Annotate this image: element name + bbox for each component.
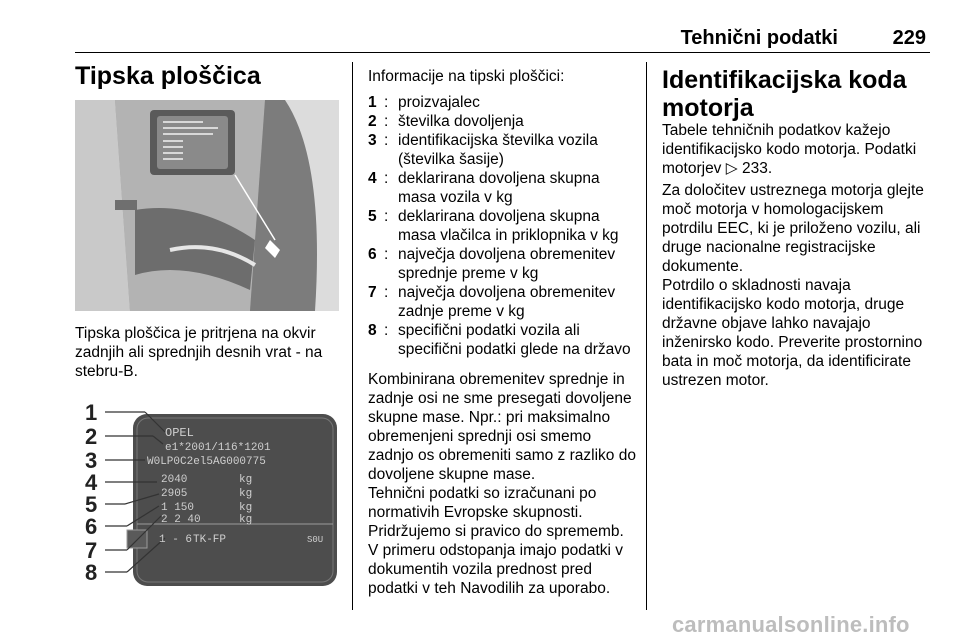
list-item-text: deklarirana dovoljena skupna masa vozila v kg xyxy=(398,170,600,206)
plate-info-intro: Informacije na tipski ploščici: xyxy=(368,68,565,85)
plate-label-8: 8 xyxy=(85,560,98,585)
plate-bottom-left-code: 1 - 6 xyxy=(159,534,193,546)
engine-code-paragraph-1: Tabele tehničnih podatkov kažejo identifikacijsko kodo motorja. Podatki motorjev ▷ 233. xyxy=(662,122,917,177)
plate-vin: W0LP0C2el5AG000775 xyxy=(147,456,266,468)
plate-bottom-mid-code: TK-FP xyxy=(193,534,227,546)
list-item-text: specifični podatki vozila ali specifični podatki glede na državo xyxy=(398,322,631,358)
plate-weight-3: 1 150 xyxy=(161,502,195,514)
list-item: 3 : identifikacijska številka vozila (številka šasije) xyxy=(368,132,598,168)
list-item: 5 : deklarirana dovoljena skupna masa vlačilca in priklopnika v kg xyxy=(368,208,619,244)
plate-info-list xyxy=(368,93,633,359)
door-pillar-photo xyxy=(75,100,339,311)
plate-label-5: 5 xyxy=(85,492,98,517)
page-header xyxy=(75,27,930,51)
type-plate-illustration xyxy=(75,392,339,602)
engine-code-paragraph-3: Potrdilo o skladnosti navaja identifikacijsko kodo motorja, druge državne objave lahko navajajo inženirsko kodo. Preverite prostornino bata in moč motorja, da identificirate ustrezen motor. xyxy=(662,277,923,389)
type-plate-diagram xyxy=(75,392,339,602)
list-item-number: 3 xyxy=(368,132,377,149)
list-item: 7 : največja dovoljena obremenitev zadnje preme v kg xyxy=(368,284,616,320)
list-item: 4 : deklarirana dovoljena skupna masa vozila v kg xyxy=(368,170,600,206)
plate-label-7: 7 xyxy=(85,538,98,563)
plate-weight-2: 2905 xyxy=(161,488,188,500)
plate-brand: OPEL xyxy=(165,426,194,440)
list-item-text: proizvajalec xyxy=(398,94,480,111)
plate-unit-4: kg xyxy=(239,514,253,526)
engine-code-paragraph-2: Za določitev ustreznega motorja glejte moč motorja v homologacijskem potrdilu EEC, ki je priloženo vozilu, ali druge nacionalne registracijske dokumente. xyxy=(662,182,924,275)
list-item-number: 7 xyxy=(368,284,377,301)
plate-weight-4: 2 2 40 xyxy=(161,514,201,526)
list-item-number: 8 xyxy=(368,322,377,339)
list-item-text: deklarirana dovoljena skupna masa vlačilca in priklopnika v kg xyxy=(398,208,619,244)
combined-load-paragraph: Kombinirana obremenitev sprednje in zadnje osi ne sme presegati dovoljene skupne mase. Npr.: pri maksimalno obremenjeni sprednji osi smemo zadnjo os obremeniti samo z razliko do dovoljene skupne mase. xyxy=(368,371,636,483)
plate-unit-2: kg xyxy=(239,488,253,500)
technical-data-paragraph: Tehnični podatki so izračunani po normativih Evropske skupnosti. Pridržujemo si pravico do sprememb. V primeru odstopanja imajo podatki v dokumentih vozila prednost pred podatki v teh Navodilih za uporabo. xyxy=(368,485,624,597)
plate-label-1: 1 xyxy=(85,400,98,425)
list-item-number: 6 xyxy=(368,246,377,263)
plate-side-code: S0U xyxy=(307,535,324,545)
plate-label-6: 6 xyxy=(85,514,98,539)
list-item: 6 : največja dovoljena obremenitev sprednje preme v kg xyxy=(368,246,616,282)
list-item-text: največja dovoljena obremenitev zadnje preme v kg xyxy=(398,284,616,320)
plate-unit-3: kg xyxy=(239,502,253,514)
list-item: 2 : številka dovoljenja xyxy=(368,113,524,130)
plate-label-3: 3 xyxy=(85,448,98,473)
page-number: 229 xyxy=(892,27,926,49)
column-divider-right xyxy=(646,62,647,610)
plate-approval-number: e1*2001/116*1201 xyxy=(165,442,271,454)
header-title: Tehnični podatki xyxy=(680,27,838,49)
list-item-number: 1 xyxy=(368,94,377,111)
watermark-footer: carmanualsonline.info xyxy=(672,612,910,637)
plate-weight-1: 2040 xyxy=(161,474,188,486)
type-plate-caption: Tipska ploščica je pritrjena na okvir zadnjih ali sprednjih desnih vrat - na stebru-B. xyxy=(75,325,323,380)
plate-label-2: 2 xyxy=(85,424,98,449)
column-divider-left xyxy=(352,62,353,610)
header-rule xyxy=(75,52,930,53)
list-item-number: 5 xyxy=(368,208,377,225)
door-pillar-illustration xyxy=(75,100,339,311)
list-item-number: 2 xyxy=(368,113,377,130)
list-item-text: številka dovoljenja xyxy=(398,113,524,130)
plate-label-4: 4 xyxy=(85,470,98,495)
list-item: 1 : proizvajalec xyxy=(368,94,480,111)
section-heading-type-plate: Tipska ploščica xyxy=(75,62,261,90)
list-item-text: identifikacijska številka vozila (številka šasije) xyxy=(398,132,598,168)
list-item-number: 4 xyxy=(368,170,377,187)
list-item-text: največja dovoljena obremenitev sprednje preme v kg xyxy=(398,246,616,282)
section-heading-engine-code: Identifikacijska koda motorja xyxy=(662,66,907,122)
list-item: 8 : specifični podatki vozila ali specifični podatki glede na državo xyxy=(368,322,631,358)
plate-unit-1: kg xyxy=(239,474,253,486)
